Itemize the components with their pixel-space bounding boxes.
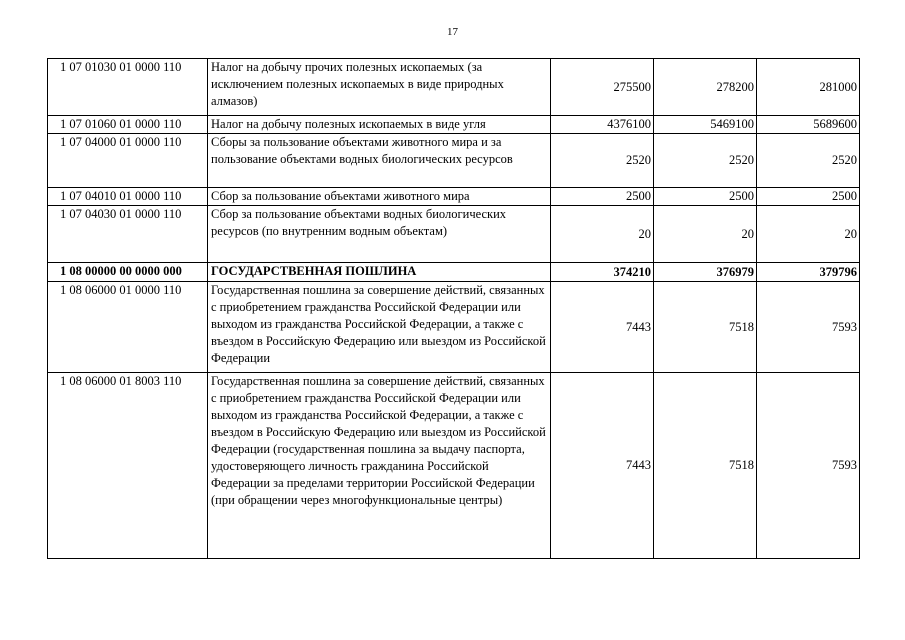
table-row (48, 282, 860, 373)
revenue-table (47, 58, 860, 559)
table-row (48, 59, 860, 116)
row-code: 1 08 06000 01 8003 110 (48, 373, 208, 559)
row-description: Налог на добычу прочих полезных ископаемых (за исключением полезных ископаемых в виде природных алмазов) (208, 59, 551, 116)
row-value-2: 20 (654, 206, 757, 263)
row-value-3: 379796 (757, 263, 860, 282)
row-code: 1 08 00000 00 0000 000 (48, 263, 208, 282)
table-row (48, 373, 860, 559)
row-value-1: 2500 (551, 188, 654, 206)
row-value-3: 20 (757, 206, 860, 263)
row-value-1: 7443 (551, 282, 654, 373)
row-value-2: 2520 (654, 134, 757, 188)
table-row (48, 263, 860, 282)
row-value-1: 4376100 (551, 116, 654, 134)
row-value-3: 7593 (757, 282, 860, 373)
row-description: ГОСУДАРСТВЕННАЯ ПОШЛИНА (208, 263, 551, 282)
row-code: 1 07 04030 01 0000 110 (48, 206, 208, 263)
row-description: Сборы за пользование объектами животного мира и за пользование объектами водных биологических ресурсов (208, 134, 551, 188)
row-description: Государственная пошлина за совершение действий, связанных с приобретением гражданства Российской Федерации или выходом из гражданства Российской Федерации, а также с въездом в Российскую Федерацию или выездом из Российской Федерации (государственная пошлина за выдачу паспорта, удостоверяющего личность гражданина Российской Федерации за пределами территории Российской Федерации (при обращении через многофункциональные центры) (208, 373, 551, 559)
table-row (48, 188, 860, 206)
table-row (48, 116, 860, 134)
row-value-2: 2500 (654, 188, 757, 206)
table-row (48, 206, 860, 263)
row-value-3: 7593 (757, 373, 860, 559)
page-number: 17 (447, 26, 458, 38)
row-code: 1 08 06000 01 0000 110 (48, 282, 208, 373)
row-description: Государственная пошлина за совершение действий, связанных с приобретением гражданства Российской Федерации или выходом из гражданства Российской Федерации, а также с въездом в Российскую Федерацию или выездом из Российской Федерации (208, 282, 551, 373)
row-code: 1 07 01060 01 0000 110 (48, 116, 208, 134)
row-code: 1 07 04010 01 0000 110 (48, 188, 208, 206)
row-description: Сбор за пользование объектами животного мира (208, 188, 551, 206)
row-value-3: 2500 (757, 188, 860, 206)
row-description: Налог на добычу полезных ископаемых в виде угля (208, 116, 551, 134)
row-value-2: 7518 (654, 373, 757, 559)
row-value-2: 376979 (654, 263, 757, 282)
row-value-3: 2520 (757, 134, 860, 188)
row-code: 1 07 01030 01 0000 110 (48, 59, 208, 116)
row-value-3: 281000 (757, 59, 860, 116)
row-value-2: 7518 (654, 282, 757, 373)
row-value-1: 20 (551, 206, 654, 263)
row-value-1: 7443 (551, 373, 654, 559)
row-value-1: 275500 (551, 59, 654, 116)
row-code: 1 07 04000 01 0000 110 (48, 134, 208, 188)
row-value-1: 2520 (551, 134, 654, 188)
row-value-1: 374210 (551, 263, 654, 282)
row-value-2: 5469100 (654, 116, 757, 134)
row-description: Сбор за пользование объектами водных биологических ресурсов (по внутренним водным объектам) (208, 206, 551, 263)
row-value-2: 278200 (654, 59, 757, 116)
row-value-3: 5689600 (757, 116, 860, 134)
table-row (48, 134, 860, 188)
